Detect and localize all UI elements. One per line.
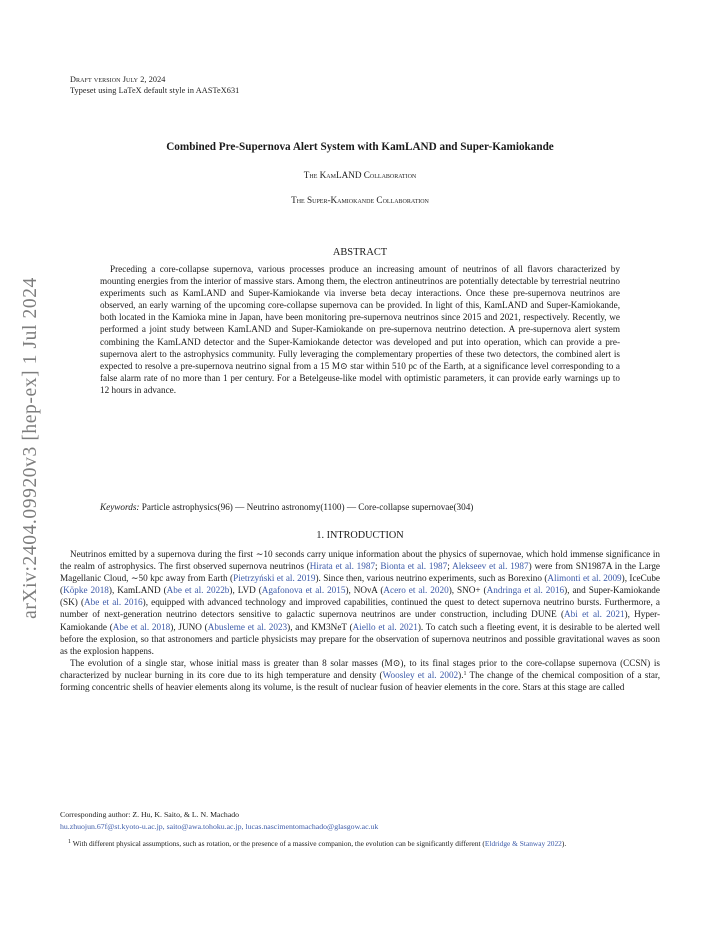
abstract-text: Preceding a core-collapse supernova, various processes produce an increasing amount of neutrinos of all flavors characterized by mounting energies from the interior of massive stars. Among them, the electron antineutrinos are potentially detectable by terrestrial neutrino experiments such as KamLAND and Super-Kamiokande via inverse beta decay interactions. Once these pre-supernova neutrinos are observed, an early warning of the upcoming core-collapse supernova can be provided. In light of this, KamLAND and Super-Kamiokande, both located in the Kamioka mine in Japan, have been monitoring pre-supernova neutrinos since 2015 and 2021, respectively. Recently, we performed a joint study between KamLAND and Super-Kamiokande on pre-supernova neutrino detection. A pre-supernova alert system combining the KamLAND detector and the Super-Kamiokande detector was developed and put into operation, which can provide a pre-supernova alert to the astrophysics community. Fully leveraging the complementary properties of these two detectors, the combined alert is expected to resolve a pre-supernova neutrino signal from a 15 M⊙ star within 510 pc of the Earth, at a significance level corresponding to a false alarm rate of no more than 1 per century. For a Betelgeuse-like model with optimistic parameters, it can provide early warnings up to 12 hours in advance.	[100, 264, 620, 395]
text-segment: ), KamLAND (	[108, 585, 167, 596]
text-segment: ), and KM3NeT (	[287, 621, 353, 632]
author-emails[interactable]: hu.zhuojun.67f@st.kyoto-u.ac.jp, saito@awa.tohoku.ac.jp, lucas.nascimentomachado@glasgow.ac.uk	[60, 822, 379, 831]
citation-link[interactable]: Woosley et al. 2002	[382, 670, 459, 681]
text-segment: ) were from SN1987A in the Large Magellanic Cloud, ∼50 kpc away from Earth (	[60, 561, 661, 584]
text-segment: ), Hyper-Kamiokande (	[60, 609, 661, 632]
citation-link[interactable]: Abi et al. 2021	[564, 609, 625, 620]
citation-link[interactable]: Abe et al. 2022b	[166, 585, 230, 596]
citation-link[interactable]: Alekseev et al. 1987	[452, 561, 529, 572]
text-segment: Neutrinos emitted by a supernova during the first ∼10 seconds carry unique information about the physics of supernovae, which hold immense significance in the realm of astrophysics. The first observed supernova neutrinos (	[60, 549, 660, 572]
footnote-marker[interactable]: 1	[68, 839, 71, 845]
author-kamland: The KamLAND Collaboration	[303, 170, 417, 180]
keywords	[100, 502, 620, 512]
citation-link[interactable]: Abe et al. 2016	[84, 597, 143, 608]
citation-link[interactable]: Hirata et al. 1987	[309, 561, 376, 572]
citation-link[interactable]: Pietrzyński et al. 2019	[233, 573, 316, 584]
arxiv-id: arXiv:2404.09920v3 [hep-ex] 1 Jul 2024	[20, 277, 41, 619]
text-segment: ).	[561, 839, 567, 848]
arxiv-stamp	[20, 262, 42, 634]
footnote	[60, 839, 676, 849]
footnote-marker[interactable]: 1	[463, 671, 467, 678]
corresponding-author	[60, 809, 378, 833]
text-segment: ), JUNO (	[170, 621, 208, 632]
citation-link[interactable]: Abe et al. 2018	[112, 621, 171, 632]
author-super-kamiokande: The Super-Kamiokande Collaboration	[291, 195, 429, 205]
citation-link[interactable]: Abusleme et al. 2023	[207, 621, 288, 632]
abstract-heading: ABSTRACT	[332, 247, 388, 258]
text-segment: ;	[447, 561, 453, 572]
intro-paragraph-1	[60, 548, 660, 657]
citation-link[interactable]: Aiello et al. 2021	[352, 621, 418, 632]
text-segment: With different physical assumptions, such as rotation, or the presence of a massive companion, the evolution can be significantly different (	[71, 839, 485, 848]
citation-link[interactable]: Acero et al. 2020	[383, 585, 449, 596]
keywords-label: Keywords:	[100, 502, 140, 512]
text-segment: ), SNO+ (	[448, 585, 487, 596]
citation-link[interactable]: Eldridge & Stanway 2022	[484, 839, 562, 848]
header-notes	[70, 74, 239, 96]
text-segment: ). To catch such a fleeting event, it is desirable to be alerted well before the explosion, so that astronomers and particle physicists may prepare for the observation of supernova neutrinos and possible gravitational waves as soon as the explosion happens.	[60, 621, 660, 656]
text-segment: ;	[375, 561, 381, 572]
paper-title: Combined Pre-Supernova Alert System with KamLAND and Super-Kamiokande	[166, 141, 554, 153]
text-segment: ). Since then, various neutrino experiments, such as Borexino (	[315, 573, 548, 584]
typeset-note: Typeset using LaTeX default style in AASTeX631	[70, 86, 240, 95]
draft-version: Draft version July 2, 2024	[70, 75, 166, 84]
corresponding-author-label: Corresponding author: Z. Hu, K. Saito, & L. N. Machado	[60, 810, 240, 819]
section-heading: 1. INTRODUCTION	[316, 530, 404, 541]
citation-link[interactable]: Köpke 2018	[63, 585, 109, 596]
text-segment: ), LVD (	[229, 585, 262, 596]
text-segment: ), NOνA (	[345, 585, 384, 596]
citation-link[interactable]: Andringa et al. 2016	[486, 585, 565, 596]
text-segment: ), IceCube (	[60, 573, 660, 596]
text-segment: The evolution of a single star, whose initial mass is greater than 8 solar masses (M⊙), to its final stages prior to the core-collapse supernova (CCSN) is characterized by nuclear burning in its core due to its high temperature and density (	[60, 658, 660, 681]
citation-link[interactable]: Bionta et al. 1987	[380, 561, 448, 572]
text-segment: ), equipped with advanced technology and improved capabilities, continued the quest to detect supernova neutrino bursts. Furthermore, a number of next-generation neutrino detectors sensitive to galactic supernova neutrinos are under construction, including DUNE (	[60, 597, 660, 620]
intro-paragraph-2	[60, 657, 660, 693]
citation-link[interactable]: Alimonti et al. 2009	[547, 573, 622, 584]
text-segment: ).	[458, 670, 464, 681]
text-segment: The change of the chemical composition of a star, forming concentric shells of heavier elements along its volume, is the result of nuclear fusion of heavier elements in the core. Stars at this stage are called	[60, 670, 660, 693]
text-segment: ), and Super-Kamiokande (SK) (	[60, 585, 660, 608]
citation-link[interactable]: Agafonova et al. 2015	[261, 585, 346, 596]
keywords-text: Particle astrophysics(96) — Neutrino astronomy(1100) — Core-collapse supernovae(304)	[141, 502, 474, 512]
